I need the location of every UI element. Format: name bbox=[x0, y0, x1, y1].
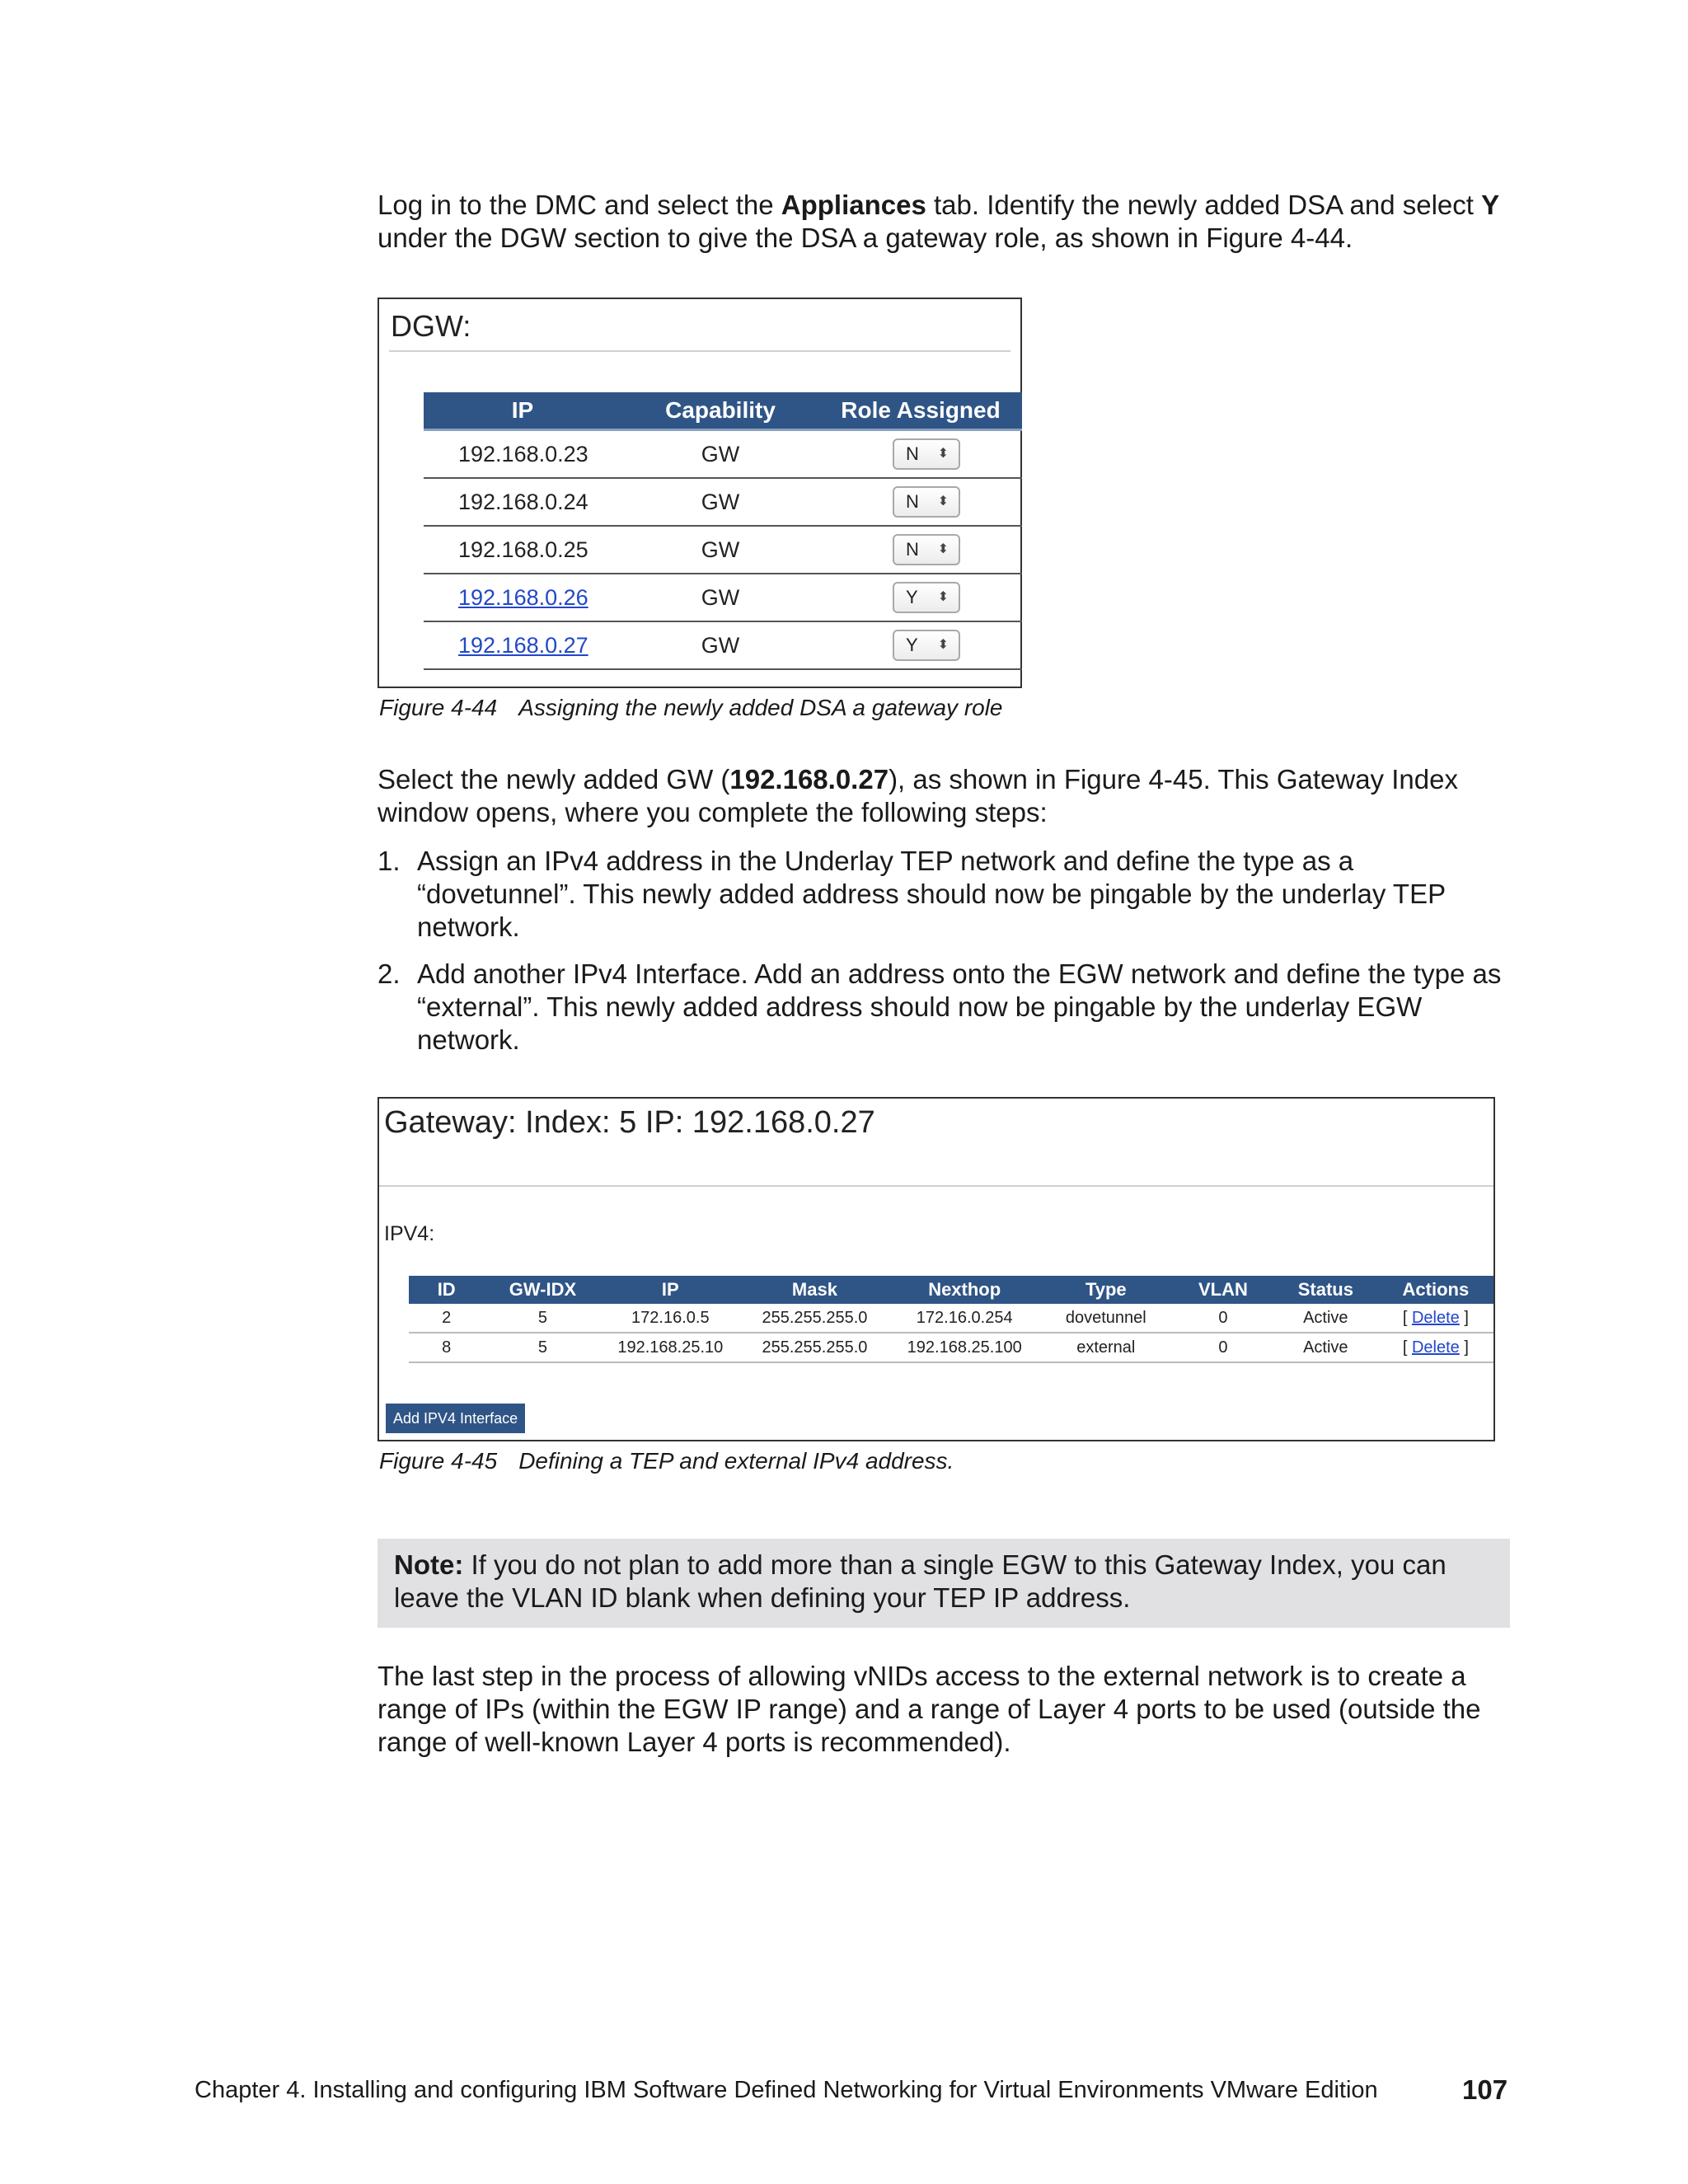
row-capability: GW bbox=[621, 430, 819, 479]
header-ip: IP bbox=[424, 392, 621, 430]
header-mask: Mask bbox=[739, 1276, 890, 1304]
note-box bbox=[377, 1539, 1510, 1628]
role-cell bbox=[819, 574, 1022, 621]
header-capability: Capability bbox=[621, 392, 819, 430]
step-text: Assign an IPv4 address in the Underlay TEP network and define the type as a “dovetunnel”. This newly added address should now be pingable by the underlay TEP network. bbox=[417, 846, 1446, 942]
role-cell bbox=[819, 621, 1022, 669]
role-value: Y bbox=[906, 587, 918, 607]
header-id: ID bbox=[409, 1276, 484, 1304]
row-ip: 192.168.0.25 bbox=[424, 526, 621, 574]
select-arrows-icon: ⬍ bbox=[937, 638, 949, 652]
caption-number: Figure 4-44 bbox=[379, 695, 498, 720]
cell-actions: [ Delete ] bbox=[1378, 1333, 1493, 1362]
row-ip: 192.168.0.24 bbox=[424, 478, 621, 526]
dgw-divider bbox=[389, 350, 1010, 352]
step-number: 2. bbox=[377, 958, 401, 989]
select-arrows-icon: ⬍ bbox=[937, 494, 949, 509]
cell-id: 2 bbox=[409, 1304, 484, 1333]
role-value: N bbox=[906, 539, 919, 560]
cell-actions: [ Delete ] bbox=[1378, 1304, 1493, 1333]
cell-nexthop: 192.168.25.100 bbox=[890, 1333, 1039, 1362]
role-select[interactable] bbox=[893, 534, 960, 565]
role-cell bbox=[819, 478, 1022, 526]
figure-4-45-caption bbox=[379, 1448, 954, 1474]
header-status: Status bbox=[1273, 1276, 1378, 1304]
role-select[interactable] bbox=[893, 582, 960, 613]
row-ip-cell bbox=[424, 574, 621, 621]
cell-gw-idx: 5 bbox=[484, 1304, 601, 1333]
cell-vlan: 0 bbox=[1173, 1304, 1273, 1333]
select-paragraph bbox=[377, 763, 1515, 829]
role-cell bbox=[819, 430, 1022, 479]
header-gw-idx: GW-IDX bbox=[484, 1276, 601, 1304]
header-ip: IP bbox=[602, 1276, 740, 1304]
select-arrows-icon: ⬍ bbox=[937, 590, 949, 604]
intro-text-1: Log in to the DMC and select the bbox=[377, 190, 781, 220]
select-text-1: Select the newly added GW ( bbox=[377, 764, 730, 794]
dgw-title: DGW: bbox=[391, 309, 471, 343]
intro-y-bold: Y bbox=[1481, 190, 1500, 220]
cell-ip: 192.168.25.10 bbox=[602, 1333, 740, 1362]
role-select[interactable] bbox=[893, 630, 960, 661]
step-number: 1. bbox=[377, 846, 401, 876]
intro-text-2: tab. Identify the newly added DSA and select bbox=[926, 190, 1482, 220]
figure-4-44-dgw-panel bbox=[377, 298, 1022, 688]
table-row bbox=[424, 621, 1022, 669]
intro-text-3: under the DGW section to give the DSA a gateway role, as shown in Figure 4-44. bbox=[377, 223, 1353, 253]
cell-ip: 172.16.0.5 bbox=[602, 1304, 740, 1333]
caption-text: Defining a TEP and external IPv4 address. bbox=[518, 1448, 954, 1474]
table-row bbox=[424, 574, 1022, 621]
row-capability: GW bbox=[621, 574, 819, 621]
header-nexthop: Nexthop bbox=[890, 1276, 1039, 1304]
row-capability: GW bbox=[621, 621, 819, 669]
caption-text: Assigning the newly added DSA a gateway role bbox=[518, 695, 1003, 720]
table-row bbox=[409, 1333, 1493, 1362]
header-actions: Actions bbox=[1378, 1276, 1493, 1304]
cell-status: Active bbox=[1273, 1304, 1378, 1333]
header-type: Type bbox=[1039, 1276, 1173, 1304]
select-text-2: ), as shown in Figure 4-45. This Gateway Index window opens, where you complete the following steps: bbox=[377, 764, 1458, 827]
cell-mask: 255.255.255.0 bbox=[739, 1333, 890, 1362]
table-row bbox=[424, 478, 1022, 526]
row-ip-link[interactable]: 192.168.0.26 bbox=[458, 584, 588, 610]
cell-id: 8 bbox=[409, 1333, 484, 1362]
dgw-table-header bbox=[424, 392, 1022, 430]
gateway-divider bbox=[379, 1185, 1493, 1187]
ipv4-table bbox=[409, 1276, 1493, 1363]
step-2 bbox=[377, 958, 1515, 1057]
header-role-assigned: Role Assigned bbox=[819, 392, 1022, 430]
intro-paragraph bbox=[377, 189, 1515, 255]
figure-4-44-caption bbox=[379, 695, 1003, 721]
dgw-table bbox=[424, 392, 1022, 670]
figure-4-45-gateway-panel bbox=[377, 1097, 1495, 1441]
table-row bbox=[424, 430, 1022, 479]
select-arrows-icon: ⬍ bbox=[937, 542, 949, 556]
cell-type: dovetunnel bbox=[1039, 1304, 1173, 1333]
row-capability: GW bbox=[621, 526, 819, 574]
table-row bbox=[409, 1304, 1493, 1333]
role-cell bbox=[819, 526, 1022, 574]
ipv4-table-header bbox=[409, 1276, 1493, 1304]
role-value: N bbox=[906, 443, 919, 464]
role-value: Y bbox=[906, 635, 918, 655]
cell-type: external bbox=[1039, 1333, 1173, 1362]
caption-number: Figure 4-45 bbox=[379, 1448, 498, 1474]
ipv4-section-label: IPV4: bbox=[384, 1222, 435, 1245]
cell-status: Active bbox=[1273, 1333, 1378, 1362]
step-1 bbox=[377, 845, 1515, 944]
gateway-title: Gateway: Index: 5 IP: 192.168.0.27 bbox=[384, 1105, 875, 1140]
row-ip-cell bbox=[424, 621, 621, 669]
chapter-footer: Chapter 4. Installing and configuring IBM Software Defined Networking for Virtual Environments VMware Edition bbox=[195, 2077, 1378, 2103]
row-ip: 192.168.0.23 bbox=[424, 430, 621, 479]
cell-mask: 255.255.255.0 bbox=[739, 1304, 890, 1333]
add-ipv4-interface-button[interactable]: Add IPV4 Interface bbox=[386, 1404, 525, 1433]
cell-vlan: 0 bbox=[1173, 1333, 1273, 1362]
delete-link[interactable]: Delete bbox=[1411, 1338, 1460, 1357]
row-capability: GW bbox=[621, 478, 819, 526]
step-text: Add another IPv4 Interface. Add an address onto the EGW network and define the type as “external”. This newly added address should now be pingable by the underlay EGW network. bbox=[417, 958, 1502, 1055]
select-ip-bold: 192.168.0.27 bbox=[729, 764, 889, 794]
header-vlan: VLAN bbox=[1173, 1276, 1273, 1304]
role-value: N bbox=[906, 491, 919, 512]
select-arrows-icon: ⬍ bbox=[937, 447, 949, 461]
role-select[interactable] bbox=[893, 486, 960, 518]
row-ip-link[interactable]: 192.168.0.27 bbox=[458, 632, 588, 658]
table-row bbox=[424, 526, 1022, 574]
role-select[interactable] bbox=[893, 438, 960, 470]
cell-gw-idx: 5 bbox=[484, 1333, 601, 1362]
page-number: 107 bbox=[1462, 2074, 1508, 2105]
intro-appliances-bold: Appliances bbox=[781, 190, 926, 220]
delete-link[interactable]: Delete bbox=[1411, 1308, 1460, 1327]
note-text: If you do not plan to add more than a single EGW to this Gateway Index, you can leave the VLAN ID blank when defining your TEP IP address. bbox=[394, 1549, 1447, 1613]
note-label: Note: bbox=[394, 1549, 464, 1580]
last-paragraph: The last step in the process of allowing vNIDs access to the external network is to create a range of IPs (within the EGW IP range) and a range of Layer 4 ports to be used (outside the range of well-known Layer 4 ports is recommended). bbox=[377, 1661, 1481, 1757]
cell-nexthop: 172.16.0.254 bbox=[890, 1304, 1039, 1333]
